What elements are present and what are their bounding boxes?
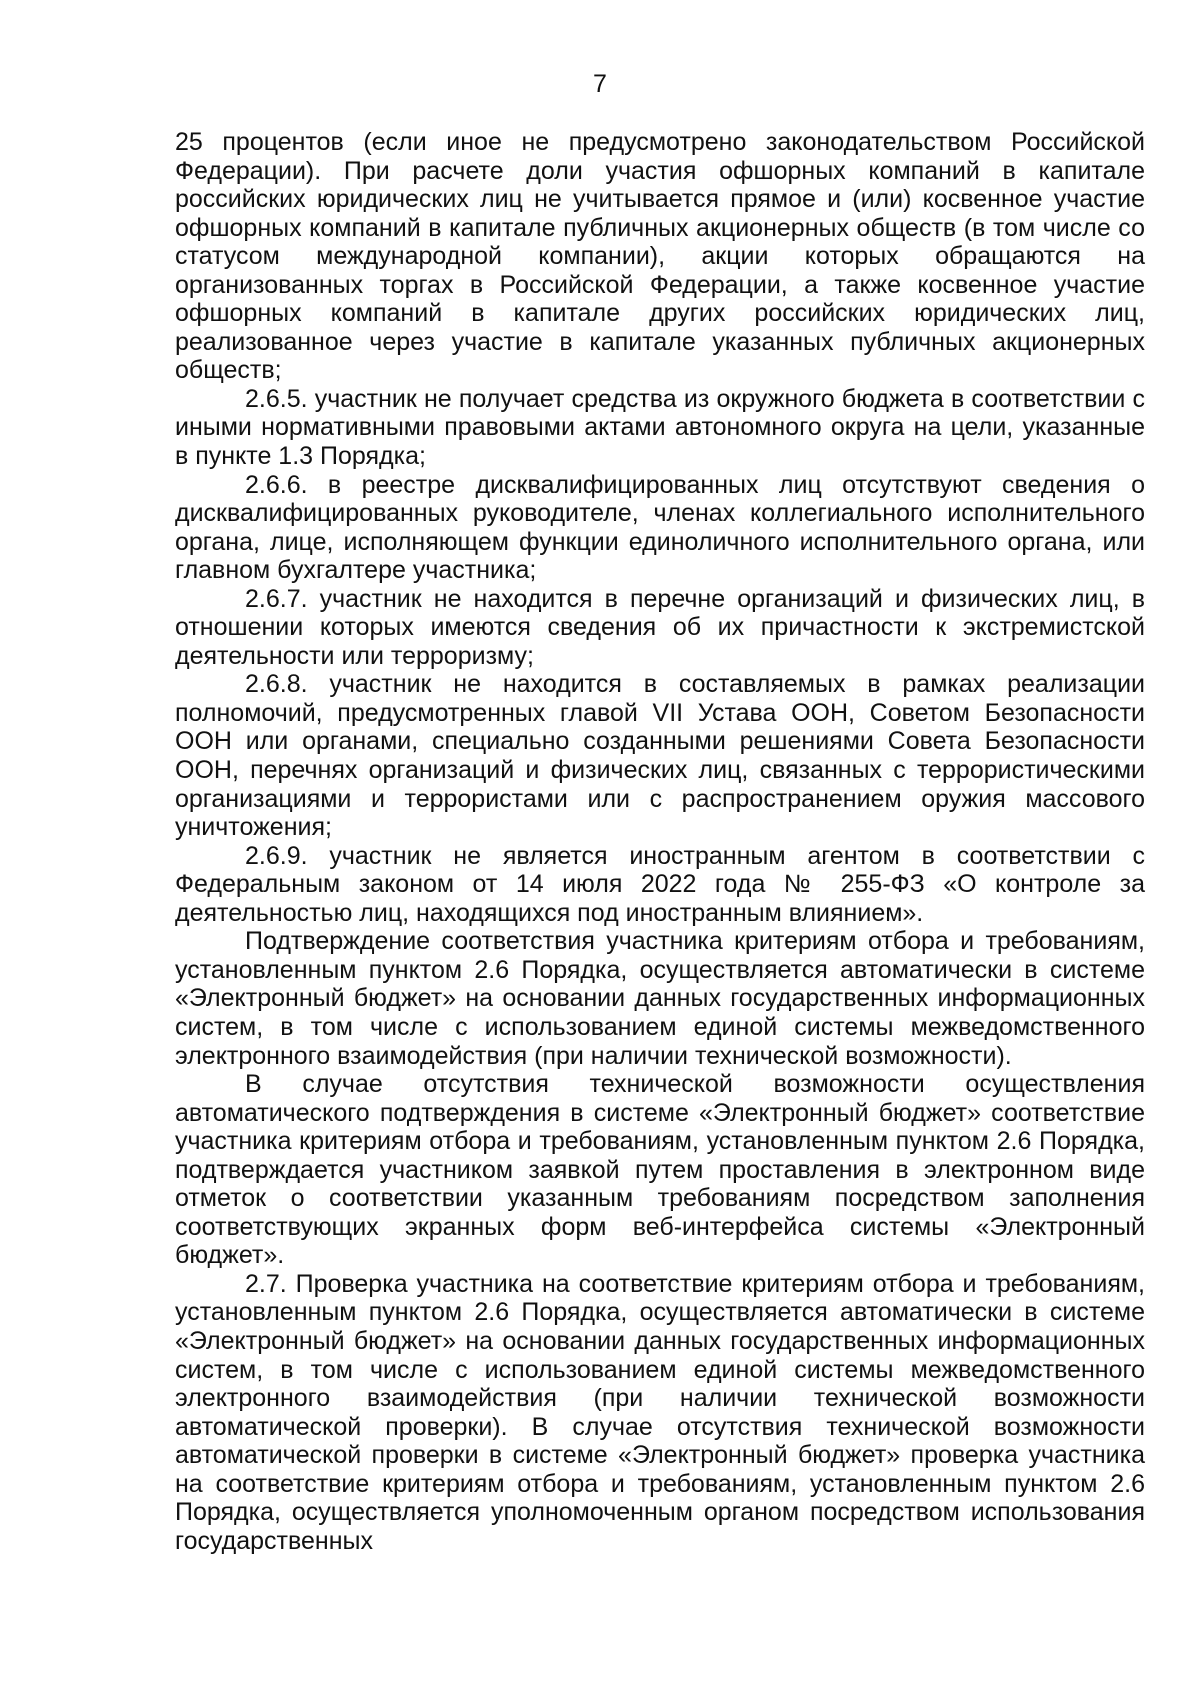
paragraph-2-7: 2.7. Проверка участника на соответствие критериям отбора и требованиям, установленным пунктом 2.6 Порядка, осуществляется автоматически в системе «Электронный бюджет» на основании данных государственных информационных систем, в том числе с использованием единой системы межведомственного электронного взаимодействия (при наличии технической возможности автоматической проверки). В случае отсутствия технической возможности автоматической проверки в системе «Электронный бюджет» проверка участника на соответствие критериям отбора и требованиям, установленным пунктом 2.6 Порядка, осуществляется уполномоченным органом посредством использования государственных bbox=[175, 1269, 1145, 1555]
page-number: 7 bbox=[593, 70, 607, 98]
paragraph-continuation: 25 процентов (если иное не предусмотрено законодательством Российской Федерации). При расчете доли участия офшорных компаний в капитале российских юридических лиц не учитывается прямое и (или) косвенное участие офшорных компаний в капитале публичных акционерных обществ (в том числе со статусом международной компании), акции которых обращаются на организованных торгах в Российской Федерации, а также косвенное участие офшорных компаний в капитале других российских юридических лиц, реализованное через участие в капитале указанных публичных акционерных обществ; bbox=[175, 128, 1145, 385]
document-body bbox=[175, 128, 1145, 1555]
paragraph-2-6-9: 2.6.9. участник не является иностранным агентом в соответствии с Федеральным законом от 14 июля 2022 года № 255-ФЗ «О контроле за деятельностью лиц, находящихся под иностранным влиянием». bbox=[175, 841, 1145, 927]
paragraph-2-6-7: 2.6.7. участник не находится в перечне организаций и физических лиц, в отношении которых имеются сведения об их причастности к экстремистской деятельности или терроризму; bbox=[175, 584, 1145, 670]
paragraph-no-technical-possibility: В случае отсутствия технической возможности осуществления автоматического подтверждения в системе «Электронный бюджет» соответствие участника критериям отбора и требованиям, установленным пунктом 2.6 Порядка, подтверждается участником заявкой путем проставления в электронном виде отметок о соответствии указанным требованиям посредством заполнения соответствующих экранных форм веб-интерфейса системы «Электронный бюджет». bbox=[175, 1070, 1145, 1270]
paragraph-2-6-5: 2.6.5. участник не получает средства из окружного бюджета в соответствии с иными нормативными правовыми актами автономного округа на цели, указанные в пункте 1.3 Порядка; bbox=[175, 384, 1145, 471]
paragraph-2-6-8: 2.6.8. участник не находится в составляемых в рамках реализации полномочий, предусмотренных главой VII Устава ООН, Советом Безопасности ООН или органами, специально созданными решениями Совета Безопасности ООН, перечнях организаций и физических лиц, связанных с террористическими организациями и террористами или с распространением оружия массового уничтожения; bbox=[175, 670, 1145, 842]
paragraph-2-6-6: 2.6.6. в реестре дисквалифицированных лиц отсутствуют сведения о дисквалифицированных руководителе, членах коллегиального исполнительного органа, лице, исполняющем функции единоличного исполнительного органа, или главном бухгалтере участника; bbox=[175, 470, 1145, 585]
paragraph-confirmation: Подтверждение соответствия участника критериям отбора и требованиям, установленным пунктом 2.6 Порядка, осуществляется автоматически в системе «Электронный бюджет» на основании данных государственных информационных систем, в том числе с использованием единой системы межведомственного электронного взаимодействия (при наличии технической возможности). bbox=[175, 927, 1145, 1070]
